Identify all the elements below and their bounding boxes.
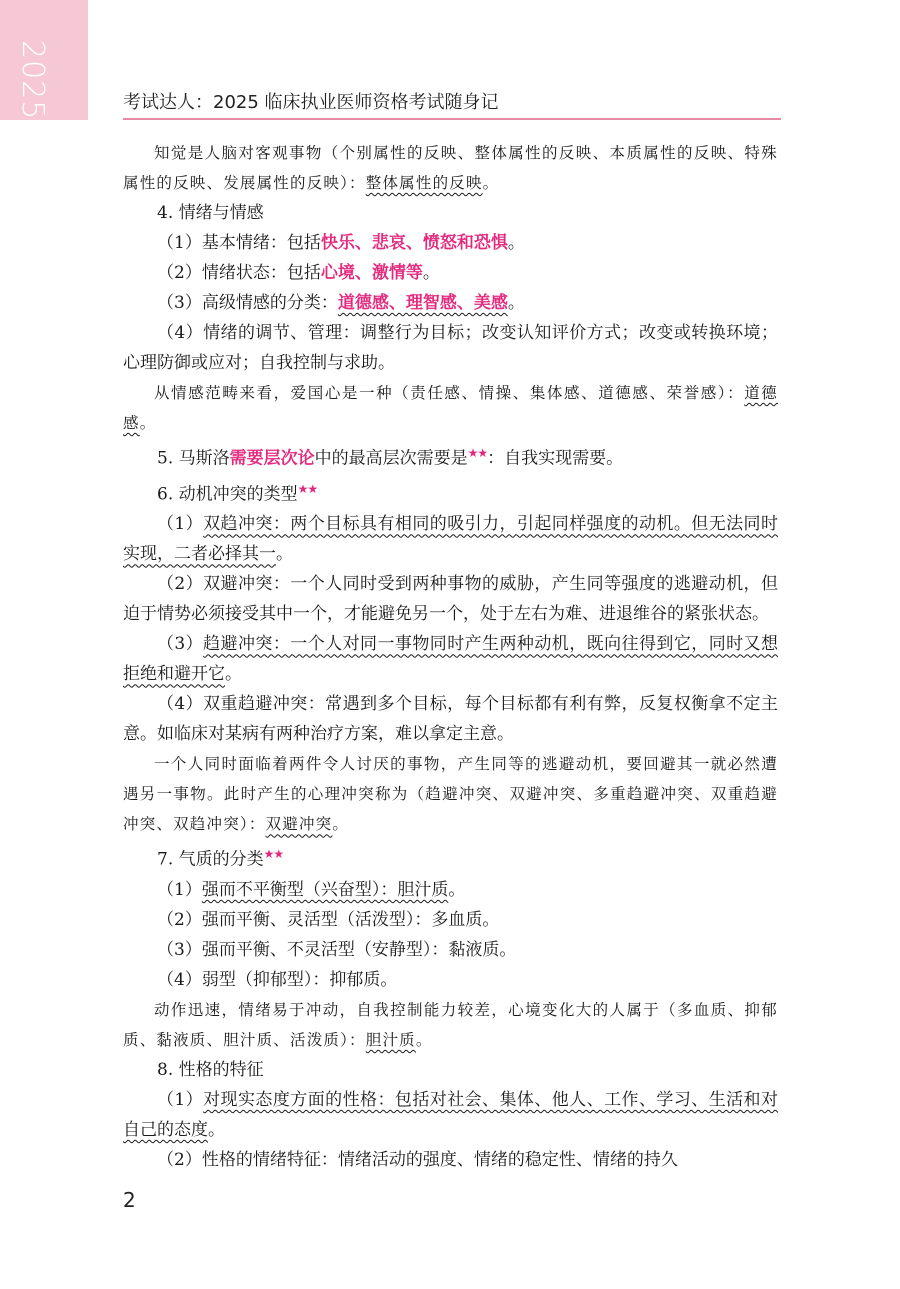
header-divider [123,118,781,120]
list-item-choleric: （1）强而不平衡型（兴奋型）：胆汁质。 [157,879,466,900]
question-conflict: 一个人同时面临着两件令人讨厌的事物，产生同等的逃避动机，要回避其一就必然遭遇另一事物。此时产生的心理冲突称为（趋避冲突、双避冲突、多重趋避冲突、双重趋避冲突、双趋冲突）：双避冲突。 [123,755,778,834]
highlight-text: 心境、激情等 [320,263,423,283]
star-rating-icon: ★★ [297,481,318,496]
answer-wavy: 双避冲突 [265,815,333,834]
section-heading-8: 8. 性格的特征 [157,1059,264,1080]
section-heading-4: 4. 情绪与情感 [157,203,264,223]
list-item-sanguine: （2）强而平衡、灵活型（活泼型）：多血质。 [157,909,500,930]
answer-wavy: 强而不平衡型（兴奋型）：胆汁质 [201,879,449,900]
star-rating-icon: ★★ [467,446,488,460]
year-tab-label: 2025 [15,40,50,121]
section-heading-7: 7. 气质的分类★★ [157,847,284,870]
section-heading-6: 6. 动机冲突的类型★★ [157,481,318,505]
page-number: 2 [123,1188,136,1212]
list-item-emotion-states: （2）情绪状态：包括心境、激情等。 [157,263,440,283]
answer-wavy: 道德感 [123,384,778,432]
answer-wavy: 对现实态度方面的性格：包括对社会、集体、他人、工作、学习、生活和对自己的态度 [123,1089,778,1140]
list-item-attitude-traits: （1）对现实态度方面的性格：包括对社会、集体、他人、工作、学习、生活和对自己的态度。 [123,1089,778,1140]
list-item-emotion-regulation: （4）情绪的调节、管理：调整行为目标；改变认知评价方式；改变或转换环境；心理防御或应对；自我控制与求助。 [123,323,778,373]
list-item-melancholic: （4）弱型（抑郁型）：抑郁质。 [157,969,398,990]
answer-wavy: 双趋冲突：两个目标具有相同的吸引力，引起同样强度的动机。但无法同时实现，二者必择其一 [123,514,778,565]
section-heading-5: 5. 马斯洛需要层次论中的最高层次需要是★★：自我实现需要。 [157,446,624,469]
highlight-text: 道德感、理智感、美感 [337,293,508,313]
year-tab [0,0,88,120]
answer-wavy: 胆汁质 [365,1030,416,1049]
list-item-basic-emotions: （1）基本情绪：包括快乐、悲哀、愤怒和恐惧。 [157,233,525,253]
list-item-avoidance-avoidance: （2）双避冲突：一个人同时受到两种事物的威胁，产生同等强度的逃避动机，但迫于情势必须接受其中一个，才能避免另一个，处于左右为难、进退维谷的紧张状态。 [123,574,778,625]
highlight-text: 需要层次论 [229,448,315,469]
list-item-approach-avoidance: （3）趋避冲突：一个人对同一事物同时产生两种动机，既向往得到它，同时又想拒绝和避开它。 [123,634,778,685]
highlight-text: 快乐、悲哀、愤怒和恐惧 [320,233,508,253]
question-temperament: 动作迅速，情绪易于冲动，自我控制能力较差，心境变化大的人属于（多血质、抑郁质、黏液质、胆汁质、活泼质）：胆汁质。 [123,1000,778,1049]
page-body [123,138,778,1175]
list-item-double-approach-avoidance: （4）双重趋避冲突：常遇到多个目标，每个目标都有利有弊，反复权衡拿不定主意。如临床对某病有两种治疗方案，难以拿定主意。 [123,694,778,745]
star-rating-icon: ★★ [263,847,284,862]
list-item-advanced-emotions: （3）高级情感的分类：道德感、理智感、美感。 [157,293,525,313]
answer-wavy: 整体属性的反映 [365,174,483,192]
question-perception: 知觉是人脑对客观事物（个别属性的反映、整体属性的反映、本质属性的反映、特殊属性的反映、发展属性的反映）：整体属性的反映。 [123,144,778,192]
running-header: 考试达人：2025 临床执业医师资格考试随身记 [123,92,499,113]
answer-wavy: 趋避冲突：一个人对同一事物同时产生两种动机，既向往得到它，同时又想拒绝和避开它 [123,634,778,685]
list-item-emotional-traits: （2）性格的情绪特征：情绪活动的强度、情绪的稳定性、情绪的持久 [157,1149,678,1170]
question-patriotism: 从情感范畴来看，爱国心是一种（责任感、情操、集体感、道德感、荣誉感）：道德感。 [123,384,778,432]
list-item-approach-approach: （1）双趋冲突：两个目标具有相同的吸引力，引起同样强度的动机。但无法同时实现，二者必择其一。 [123,514,778,565]
list-item-phlegmatic: （3）强而平衡、不灵活型（安静型）：黏液质。 [157,939,517,960]
